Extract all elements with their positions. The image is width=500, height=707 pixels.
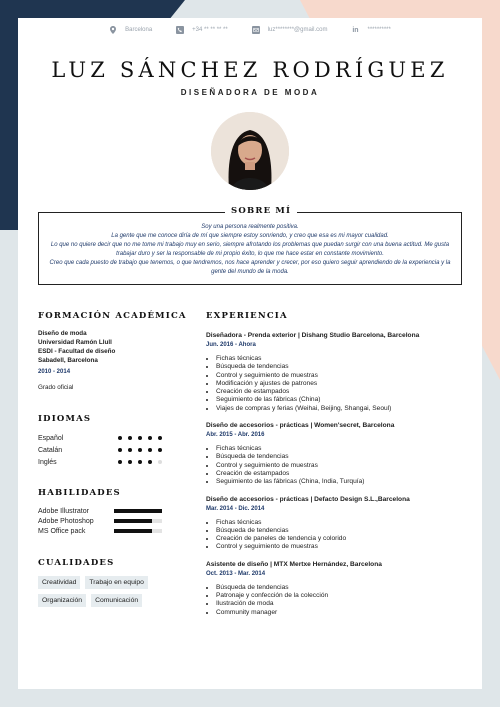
location-pin-icon [109, 26, 117, 34]
left-column [38, 311, 188, 607]
skill-row [38, 506, 188, 516]
about-line: La gente que me conoce diría de mí que siempre estoy sonriendo, y creo que esa es mi mayor cualidad. [111, 233, 389, 239]
education-line: Universidad Ramón Llull [38, 339, 112, 346]
level-dot [148, 448, 152, 452]
job-task: • Búsqueda de tendencias [216, 453, 466, 461]
job-title: Asistente de diseño | MTX Mertxe Hernández, Barcelona [206, 560, 382, 568]
job-date: Jun. 2016 - Ahora [206, 342, 256, 348]
experience-title: EXPERIENCIA [206, 311, 288, 321]
job-task: • Ilustración de moda [216, 600, 466, 608]
job-date: Mar. 2014 - Dic. 2014 [206, 505, 265, 512]
education-date: 2010 - 2014 [38, 369, 71, 375]
about-title: SOBRE MÍ [225, 206, 297, 216]
job-title: Diseño de accesorios - prácticas | Defacto Design S.L.,Barcelona [206, 495, 410, 503]
candidate-name: LUZ SÁNCHEZ RODRÍGUEZ [51, 58, 449, 82]
languages-title: IDIOMAS [38, 414, 92, 424]
language-level [118, 448, 162, 452]
quality-tag: Organización [38, 594, 86, 607]
education-line: Diseño de moda [38, 330, 87, 337]
level-dot [128, 448, 132, 452]
skill-name: MS Office pack [38, 527, 86, 535]
phone-icon [176, 26, 184, 34]
job-task: • Control y seguimiento de muestras [216, 462, 466, 470]
language-name: Inglés [38, 458, 57, 466]
job-task: • Control y seguimiento de muestras [216, 372, 466, 380]
level-dot [138, 460, 142, 464]
skill-bar [114, 519, 162, 523]
job-tasks [206, 519, 466, 552]
job-tasks [206, 445, 466, 486]
education-line: Sabadell, Barcelona [38, 357, 98, 364]
qualities-title: CUALIDADES [38, 558, 115, 568]
job-task: • Fichas técnicas [216, 355, 466, 363]
level-dot [128, 460, 132, 464]
job-tasks [206, 355, 466, 413]
level-dot [158, 460, 162, 464]
about-line: Soy una persona realmente positiva. [201, 224, 299, 230]
job-task: • Creación de estampados [216, 470, 466, 478]
job-tasks [206, 584, 466, 617]
job-date: Oct. 2013 - Mar. 2014 [206, 570, 266, 577]
level-dot [118, 460, 122, 464]
level-dot [118, 448, 122, 452]
job-title: Diseñadora - Prenda exterior | Dishang Studio Barcelona, Barcelona [206, 332, 420, 339]
job-task: • Patronaje y confección de la colección [216, 592, 466, 600]
job-task: • Creación de estampados [216, 388, 466, 396]
level-dot [128, 436, 132, 440]
job-task: • Búsqueda de tendencias [216, 584, 466, 592]
languages-list [38, 432, 188, 468]
skill-bar-fill [114, 519, 152, 523]
job-task: • Control y seguimiento de muestras [216, 543, 466, 551]
email-icon [252, 26, 260, 34]
quality-tag: Trabajo en equipo [85, 576, 148, 589]
language-row [38, 432, 188, 444]
language-name: Español [38, 434, 64, 442]
job-task: • Creación de paneles de tendencia y colorido [216, 535, 466, 543]
education-details [38, 329, 188, 365]
job-task: • Búsqueda de tendencias [216, 527, 466, 535]
skills-list [38, 506, 188, 536]
skill-bar-fill [114, 509, 162, 513]
about-text [45, 223, 455, 277]
skill-bar [114, 529, 162, 533]
contact-phone: +34 ** ** ** ** [192, 27, 228, 33]
job-task: • Búsqueda de tendencias [216, 363, 466, 371]
candidate-role: DISEÑADORA DE MODA [180, 88, 320, 97]
skill-name: Adobe Photoshop [38, 517, 94, 525]
job-entry [206, 331, 466, 413]
job-title: Diseño de accesorios - prácticas | Women'secret, Barcelona [206, 422, 395, 430]
about-section [38, 206, 462, 285]
language-level [118, 436, 162, 440]
language-row [38, 456, 188, 468]
quality-tag: Comunicación [91, 594, 142, 607]
about-line: Creo que cada puesto de trabajo que tenemos, o que tendremos, nos hace aprender y crecer, por eso quiero seguir aprendiendo de la experiencia y la gente del mundo de la moda. [49, 260, 451, 275]
level-dot [138, 448, 142, 452]
education-title: FORMACIÓN ACADÉMICA [38, 311, 187, 321]
skill-row [38, 516, 188, 526]
skills-title: HABILIDADES [38, 488, 121, 498]
level-dot [148, 460, 152, 464]
job-task: • Fichas técnicas [216, 519, 466, 527]
contact-linkedin[interactable]: ********** [367, 27, 391, 33]
contact-bar [18, 26, 482, 34]
quality-tag: Creatividad [38, 576, 80, 589]
language-row [38, 444, 188, 456]
language-level [118, 460, 162, 464]
language-name: Catalán [38, 446, 63, 454]
experience-list [206, 331, 466, 617]
education-line: ESDI - Facultad de diseño [38, 348, 116, 355]
education-degree: Grado oficial [38, 384, 74, 391]
about-line: Lo que no quiere decir que no me tome mi trabajo muy en serio, siempre afrotando los problemas que puedan surgir con una buena actitud. Me gusta trabajar duro y ser la responsable de mi propio éxito, lo que me hace estar en constante movimiento. [50, 242, 450, 257]
level-dot [148, 436, 152, 440]
job-task: • Viajes de compras y ferias (Weihai, Beijing, Shangai, Seoul) [216, 405, 466, 413]
profile-photo [211, 112, 289, 190]
skill-bar [114, 509, 162, 513]
level-dot [138, 436, 142, 440]
resume-sheet [18, 18, 482, 689]
skill-row [38, 526, 188, 536]
job-task: • Modificación y ajustes de patrones [216, 380, 466, 388]
level-dot [158, 436, 162, 440]
contact-email[interactable]: luz********@gmail.com [267, 27, 328, 33]
job-date: Abr. 2015 - Abr. 2016 [206, 432, 265, 439]
right-column [206, 311, 466, 625]
job-task: • Seguimiento de las fábricas (China) [216, 396, 466, 404]
job-task: • Community manager [216, 609, 466, 617]
level-dot [118, 436, 122, 440]
skill-name: Adobe Illustrator [38, 507, 89, 515]
job-task: • Fichas técnicas [216, 445, 466, 453]
job-entry [206, 421, 466, 486]
linkedin-icon: in [352, 26, 359, 34]
contact-location: Barcelona [125, 27, 153, 33]
job-task: • Seguimiento de las fábricas (China, India, Turquía) [216, 478, 466, 486]
job-entry [206, 495, 466, 552]
qualities-tags [38, 576, 178, 607]
skill-bar-fill [114, 529, 152, 533]
level-dot [158, 448, 162, 452]
job-entry [206, 560, 466, 617]
